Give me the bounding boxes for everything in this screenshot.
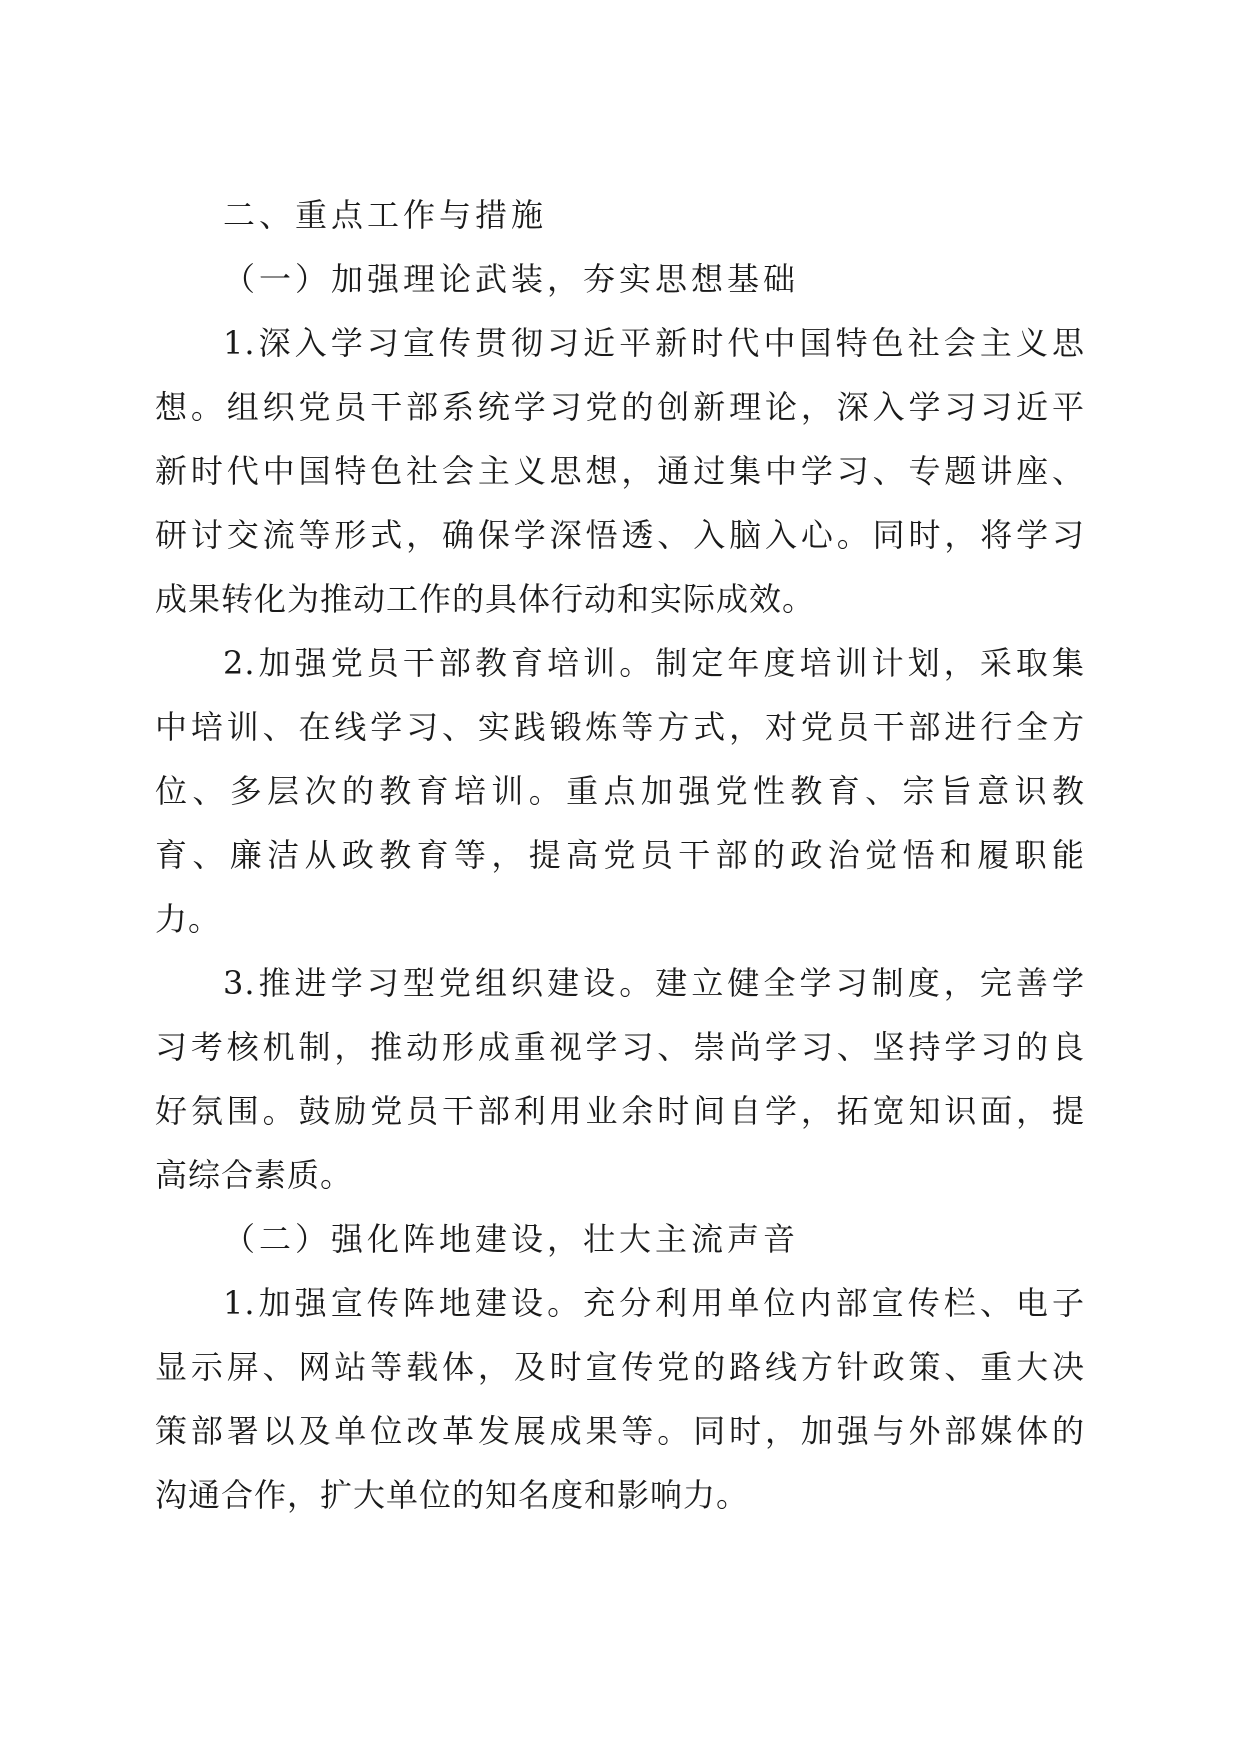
paragraph-line: 习考核机制，推动形成重视学习、崇尚学习、坚持学习的良 bbox=[155, 1028, 1085, 1066]
paragraph-line: 中培训、在线学习、实践锻炼等方式，对党员干部进行全方 bbox=[155, 708, 1085, 746]
paragraph-line: 策部署以及单位改革发展成果等。同时，加强与外部媒体的 bbox=[155, 1412, 1085, 1450]
paragraph-1-2 bbox=[155, 631, 1085, 951]
paragraph-line: 显示屏、网站等载体，及时宣传党的路线方针政策、重大决 bbox=[155, 1348, 1085, 1386]
paragraph-line: 新时代中国特色社会主义思想，通过集中学习、专题讲座、 bbox=[155, 452, 1085, 490]
paragraph-line: 1.加强宣传阵地建设。充分利用单位内部宣传栏、电子 bbox=[223, 1284, 1085, 1322]
paragraph-line: 力。 bbox=[155, 900, 222, 938]
paragraph-line: 3.推进学习型党组织建设。建立健全学习制度，完善学 bbox=[223, 964, 1085, 1002]
paragraph-2-1 bbox=[155, 1271, 1085, 1527]
paragraph-line: 1.深入学习宣传贯彻习近平新时代中国特色社会主义思 bbox=[223, 324, 1085, 362]
paragraph-line: 研讨交流等形式，确保学深悟透、入脑入心。同时，将学习 bbox=[155, 516, 1085, 554]
subsection-heading-2: （二）强化阵地建设，壮大主流声音 bbox=[223, 1220, 800, 1258]
paragraph-line: 位、多层次的教育培训。重点加强党性教育、宗旨意识教 bbox=[155, 772, 1085, 810]
paragraph-1-1 bbox=[155, 311, 1085, 631]
paragraph-line: 好氛围。鼓励党员干部利用业余时间自学，拓宽知识面，提 bbox=[155, 1092, 1085, 1130]
paragraph-line: 育、廉洁从政教育等，提高党员干部的政治觉悟和履职能 bbox=[155, 836, 1085, 874]
paragraph-line: 2.加强党员干部教育培训。制定年度培训计划，采取集 bbox=[223, 644, 1085, 682]
paragraph-line: 沟通合作，扩大单位的知名度和影响力。 bbox=[155, 1476, 750, 1514]
paragraph-1-3 bbox=[155, 951, 1085, 1207]
paragraph-line: 成果转化为推动工作的具体行动和实际成效。 bbox=[155, 580, 816, 618]
subsection-heading-1: （一）加强理论武装，夯实思想基础 bbox=[223, 260, 800, 298]
paragraph-line: 高综合素质。 bbox=[155, 1156, 354, 1194]
section-heading: 二、重点工作与措施 bbox=[223, 196, 548, 234]
document-body bbox=[155, 183, 1085, 1527]
paragraph-line: 想。组织党员干部系统学习党的创新理论，深入学习习近平 bbox=[155, 388, 1085, 426]
